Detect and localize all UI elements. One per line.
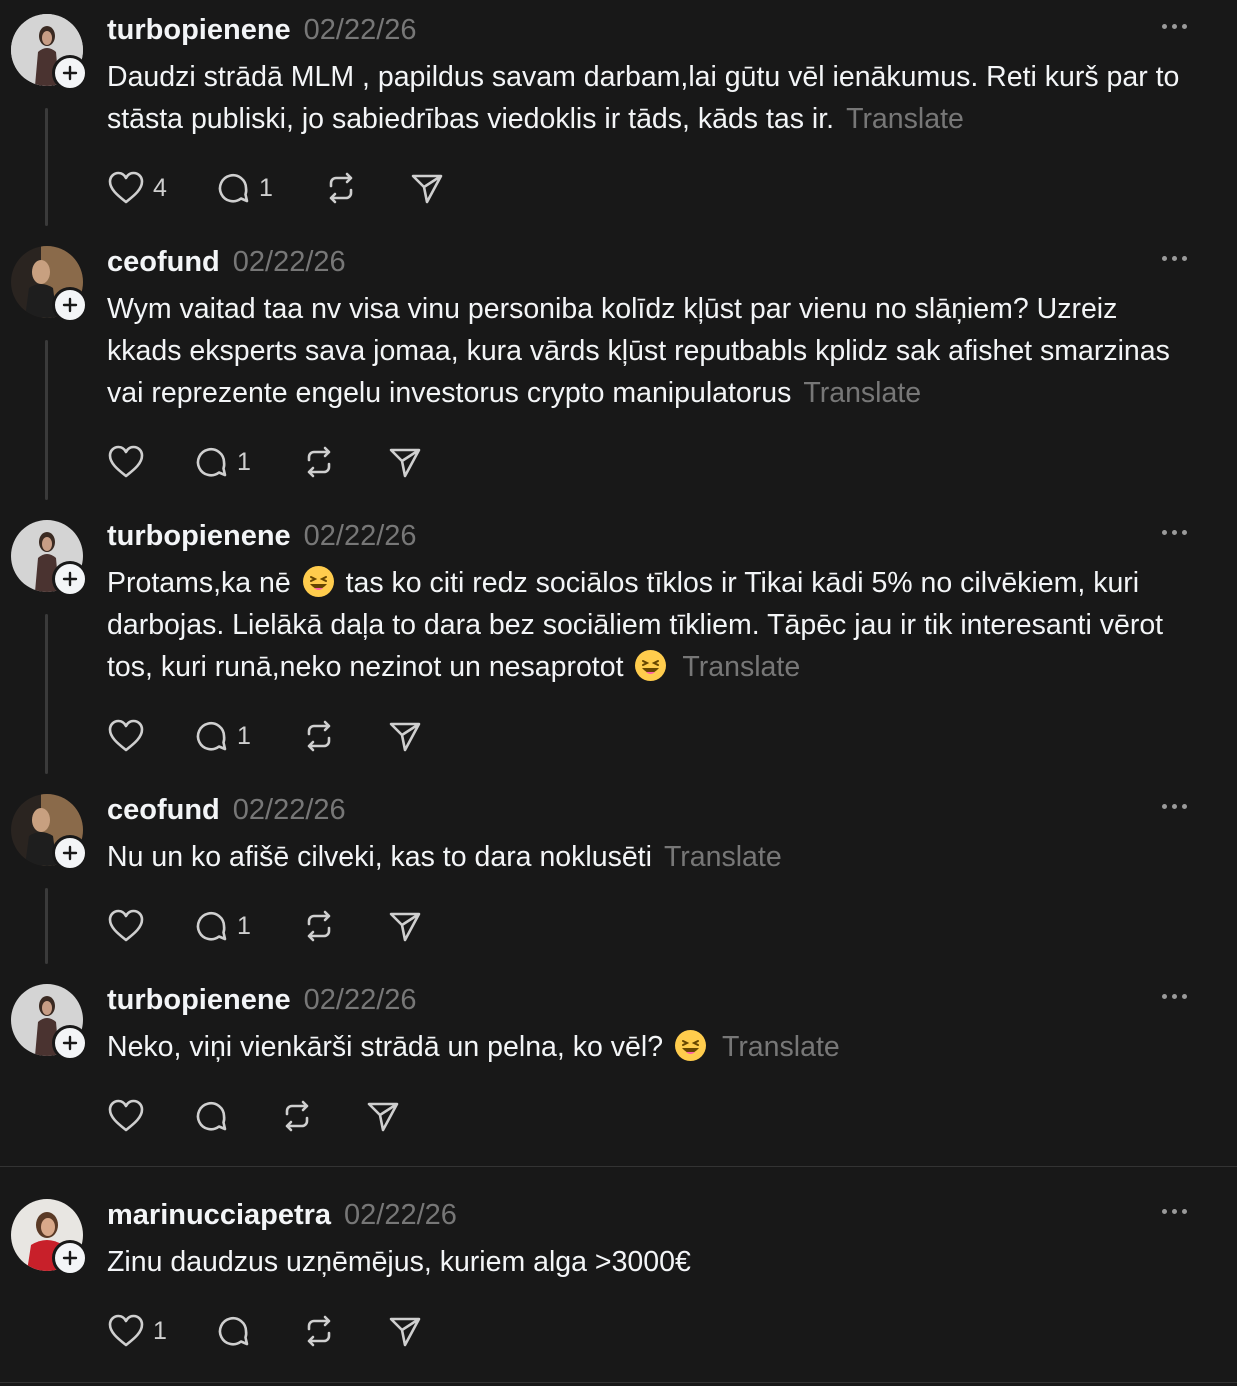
more-icon[interactable]: [1162, 24, 1187, 29]
comment-icon: [193, 908, 229, 944]
send-icon: [387, 718, 423, 754]
repost-button[interactable]: [301, 908, 387, 944]
thread-line: [45, 888, 48, 964]
send-icon: [387, 444, 423, 480]
grinning-squinting-face-emoji: [675, 1030, 706, 1061]
like-count: 1: [153, 1316, 167, 1345]
action-bar: [107, 170, 445, 206]
repost-icon: [301, 718, 337, 754]
share-button[interactable]: [365, 1098, 401, 1134]
post-text-content: Wym vaitad taa nv visa vinu personiba kolīdz kļūst par vienu no slāņiem? Uzreiz kkads eksperts sava jomaa, kura vārds kļūst reputbabls kplidz sak afishet smarzinas vai reprezente engelu investorus crypto manipulatorus: [107, 293, 1170, 409]
post-date[interactable]: 02/22/26: [303, 519, 417, 552]
post-text: [107, 288, 1177, 414]
post-header: [107, 242, 346, 282]
repost-button[interactable]: [301, 718, 387, 754]
like-button[interactable]: [107, 1098, 193, 1134]
reply-count: 1: [259, 173, 273, 202]
plus-icon: [62, 571, 78, 587]
translate-link[interactable]: Translate: [682, 651, 801, 683]
reply-count: 1: [237, 447, 251, 476]
post-text: [107, 562, 1197, 688]
reply-button[interactable]: [215, 1313, 301, 1349]
comment-icon: [215, 1313, 251, 1349]
username[interactable]: marinucciapetra: [107, 1198, 332, 1231]
reply-button[interactable]: [193, 718, 301, 754]
share-button[interactable]: [387, 908, 423, 944]
post-2: [0, 232, 1237, 506]
repost-icon: [279, 1098, 315, 1134]
post-date[interactable]: 02/22/26: [303, 13, 417, 46]
reply-button[interactable]: [193, 1098, 279, 1134]
comment-icon: [193, 444, 229, 480]
avatar-marinucciapetra[interactable]: [11, 1199, 83, 1271]
thread-line: [45, 614, 48, 774]
repost-button[interactable]: [323, 170, 409, 206]
action-bar: [107, 1313, 423, 1349]
post-text-content: Protams,ka nē: [107, 567, 291, 599]
translate-link[interactable]: Translate: [803, 377, 922, 409]
heart-icon: [107, 444, 145, 480]
action-bar: [107, 908, 423, 944]
comment-icon: [215, 170, 251, 206]
like-count: 4: [153, 173, 167, 202]
username[interactable]: turbopienene: [107, 519, 291, 552]
post-text: [107, 836, 1207, 878]
like-button[interactable]: [107, 1313, 215, 1349]
more-icon[interactable]: [1162, 994, 1187, 999]
reply-button[interactable]: [193, 444, 301, 480]
plus-icon: [62, 845, 78, 861]
post-header: [107, 1195, 457, 1235]
send-icon: [387, 1313, 423, 1349]
repost-icon: [301, 444, 337, 480]
share-button[interactable]: [409, 170, 445, 206]
post-text: [107, 1241, 1207, 1283]
post-6: [0, 1185, 1237, 1381]
reply-button[interactable]: [193, 908, 301, 944]
thread-line: [45, 108, 48, 226]
follow-button[interactable]: [52, 287, 88, 323]
thread-line: [45, 340, 48, 500]
post-text: [107, 1026, 1207, 1068]
follow-button[interactable]: [52, 1025, 88, 1061]
translate-link[interactable]: Translate: [663, 841, 782, 873]
avatar-turbopienene[interactable]: [11, 14, 83, 86]
post-date[interactable]: 02/22/26: [232, 245, 346, 278]
grinning-squinting-face-emoji: [303, 566, 334, 597]
more-icon[interactable]: [1162, 256, 1187, 261]
post-5: [0, 970, 1237, 1166]
send-icon: [409, 170, 445, 206]
heart-icon: [107, 1098, 145, 1134]
share-button[interactable]: [387, 444, 423, 480]
post-date[interactable]: 02/22/26: [344, 1198, 457, 1231]
post-text-content: tas ko citi redz sociālos tīklos ir Tikai kādi 5% no cilvēkiem, kuri darbojas. Lielākā daļa to dara bez sociāliem tīkliem. Tāpēc jau ir tik interesanti vērot tos, kuri runā,neko nezinot un nesaprotot: [107, 567, 1164, 683]
like-button[interactable]: [107, 444, 193, 480]
post-text-content: Daudzi strādā MLM , papildus savam darbam,lai gūtu vēl ienākumus. Reti kurš par to stāsta publiski, jo sabiedrības viedoklis ir tāds, kāds tas ir.: [107, 61, 1180, 135]
post-1: [0, 0, 1237, 232]
action-bar: [107, 444, 423, 480]
post-header: [107, 10, 417, 50]
post-4: [0, 780, 1237, 970]
reply-count: 1: [237, 721, 251, 750]
post-text-content: Nu un ko afišē cilveki, kas to dara noklusēti: [107, 841, 652, 873]
post-date[interactable]: 02/22/26: [303, 983, 417, 1016]
username[interactable]: ceofund: [107, 245, 220, 278]
more-icon[interactable]: [1162, 804, 1187, 809]
post-header: [107, 790, 346, 830]
heart-icon: [107, 718, 145, 754]
plus-icon: [62, 1035, 78, 1051]
share-button[interactable]: [387, 718, 423, 754]
post-header: [107, 516, 417, 556]
more-icon[interactable]: [1162, 1209, 1187, 1214]
repost-button[interactable]: [279, 1098, 365, 1134]
plus-icon: [62, 1250, 78, 1266]
thread-divider: [0, 1382, 1237, 1383]
more-icon[interactable]: [1162, 530, 1187, 535]
post-3: [0, 506, 1237, 780]
heart-icon: [107, 1313, 145, 1349]
repost-button[interactable]: [301, 1313, 387, 1349]
follow-button[interactable]: [52, 1240, 88, 1276]
username[interactable]: turbopienene: [107, 13, 291, 46]
repost-icon: [323, 170, 359, 206]
repost-button[interactable]: [301, 444, 387, 480]
avatar-turbopienene[interactable]: [11, 984, 83, 1056]
action-bar: [107, 718, 423, 754]
like-button[interactable]: [107, 908, 193, 944]
action-bar: [107, 1098, 401, 1134]
post-text: [107, 56, 1207, 140]
send-icon: [365, 1098, 401, 1134]
post-text-content: Neko, viņi vienkārši strādā un pelna, ko vēl?: [107, 1031, 664, 1063]
follow-button[interactable]: [52, 55, 88, 91]
reply-count: 1: [237, 911, 251, 940]
heart-icon: [107, 170, 145, 206]
share-button[interactable]: [387, 1313, 423, 1349]
username[interactable]: ceofund: [107, 793, 220, 826]
avatar-turbopienene[interactable]: [11, 520, 83, 592]
like-button[interactable]: [107, 718, 193, 754]
plus-icon: [62, 65, 78, 81]
send-icon: [387, 908, 423, 944]
follow-button[interactable]: [52, 561, 88, 597]
follow-button[interactable]: [52, 835, 88, 871]
post-text-content: Zinu daudzus uzņēmējus, kuriem alga >3000€: [107, 1246, 691, 1278]
plus-icon: [62, 297, 78, 313]
post-date[interactable]: 02/22/26: [232, 793, 346, 826]
username[interactable]: turbopienene: [107, 983, 291, 1016]
post-header: [107, 980, 417, 1020]
thread-divider: [0, 1166, 1237, 1167]
translate-link[interactable]: Translate: [846, 103, 964, 135]
like-button[interactable]: [107, 170, 215, 206]
avatar-ceofund[interactable]: [11, 794, 83, 866]
reply-button[interactable]: [215, 170, 323, 206]
comment-icon: [193, 1098, 229, 1134]
avatar-ceofund[interactable]: [11, 246, 83, 318]
repost-icon: [301, 908, 337, 944]
heart-icon: [107, 908, 145, 944]
comment-icon: [193, 718, 229, 754]
repost-icon: [301, 1313, 337, 1349]
grinning-squinting-face-emoji: [635, 650, 666, 681]
translate-link[interactable]: Translate: [721, 1031, 840, 1063]
